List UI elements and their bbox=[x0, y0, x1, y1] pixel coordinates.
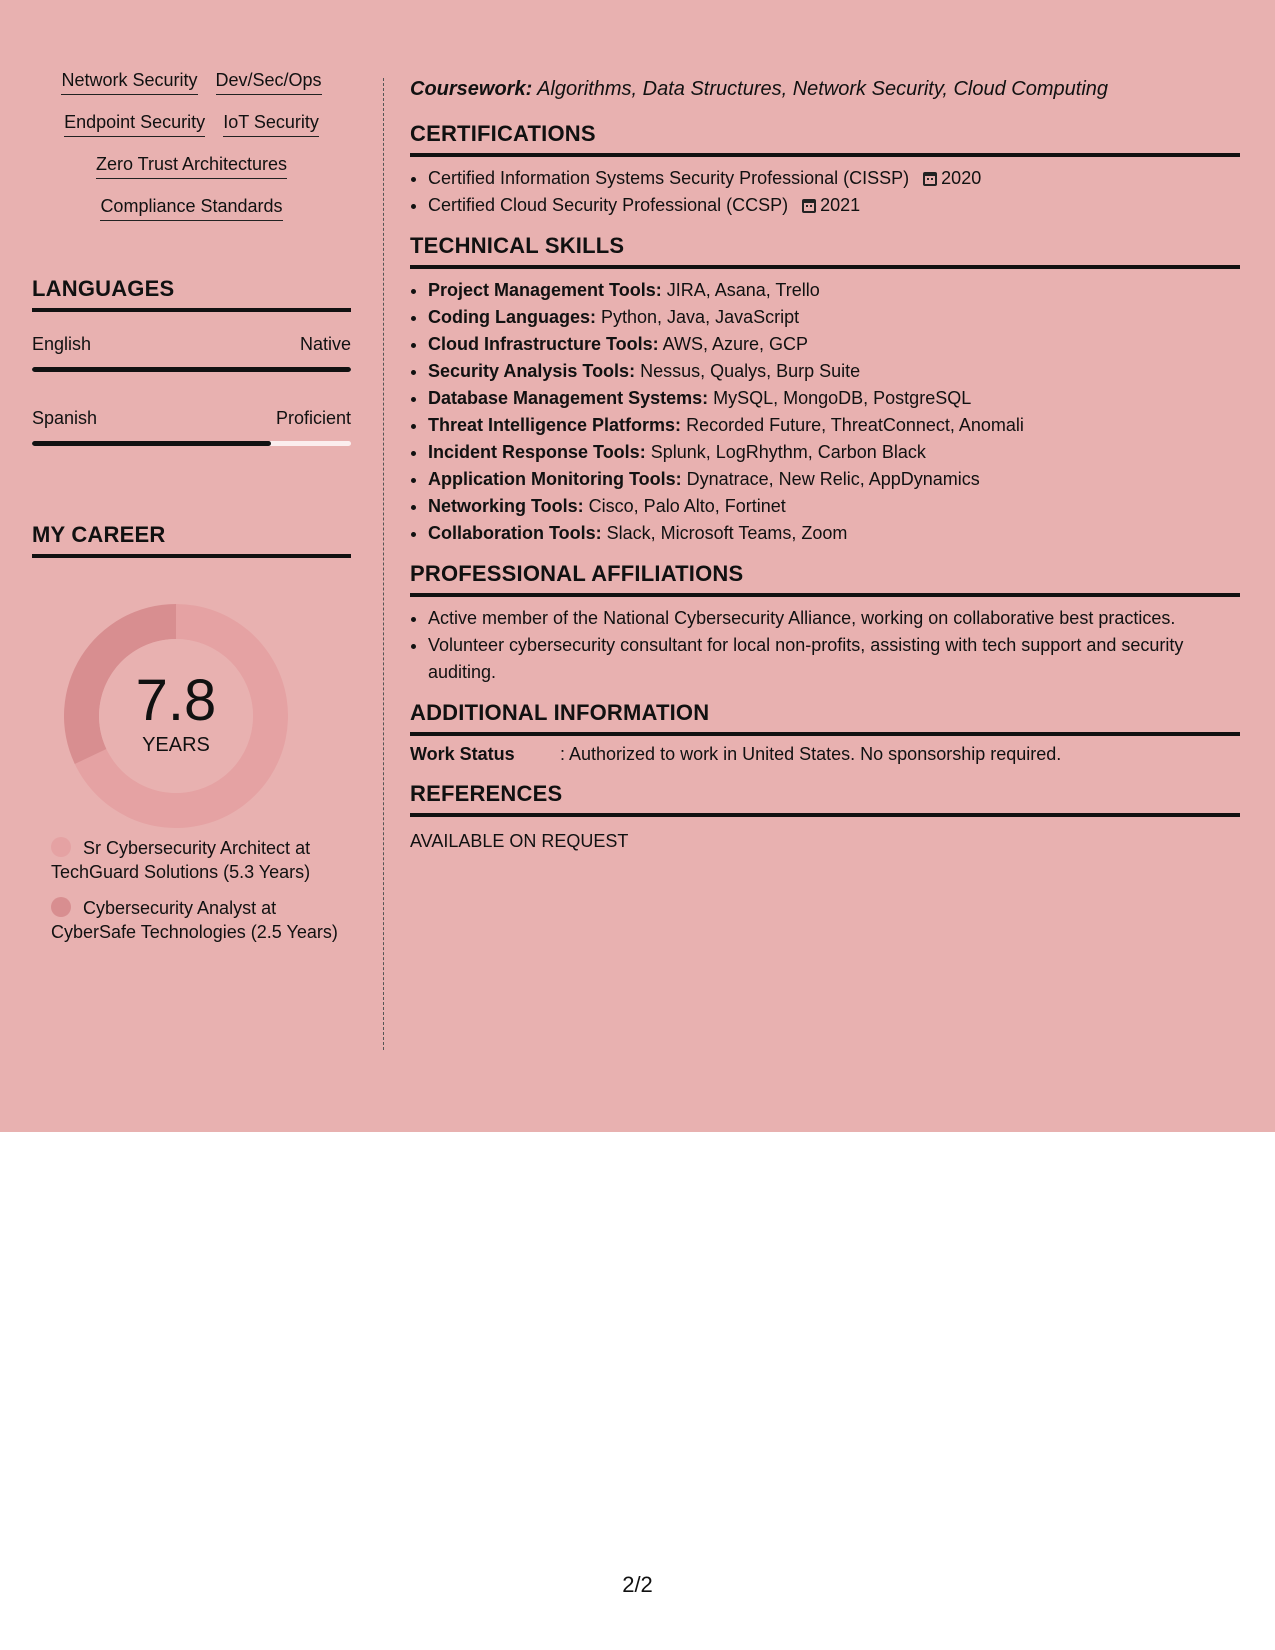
column-divider bbox=[383, 78, 384, 1050]
skill-tag: Network Security bbox=[61, 70, 197, 95]
skill-label: Coding Languages: bbox=[428, 307, 596, 327]
references-heading: REFERENCES bbox=[410, 781, 1240, 817]
skill-label: Project Management Tools: bbox=[428, 280, 662, 300]
skill-label: Collaboration Tools: bbox=[428, 523, 602, 543]
calendar-icon bbox=[923, 172, 937, 186]
additional-info-heading: ADDITIONAL INFORMATION bbox=[410, 700, 1240, 736]
language-name: English bbox=[32, 334, 92, 354]
certification-year: 2020 bbox=[941, 168, 982, 188]
references-section bbox=[410, 781, 1240, 852]
legend-dot-icon bbox=[51, 897, 71, 917]
career-years-unit: YEARS bbox=[142, 734, 210, 756]
skill-label: Threat Intelligence Platforms: bbox=[428, 415, 682, 435]
language-bar bbox=[32, 441, 351, 446]
skill-value: Splunk, LogRhythm, Carbon Black bbox=[645, 442, 926, 462]
skill-value: JIRA, Asana, Trello bbox=[661, 280, 820, 300]
career-heading: MY CAREER bbox=[32, 522, 351, 558]
skill-item bbox=[428, 493, 1240, 520]
skill-value: Slack, Microsoft Teams, Zoom bbox=[601, 523, 848, 543]
language-bar-fill bbox=[32, 367, 351, 372]
career-role bbox=[51, 896, 341, 944]
affiliation-item: • Active member of the National Cybersecurity Alliance, working on collaborative best practices. bbox=[428, 605, 1240, 632]
technical-skills-section bbox=[410, 233, 1240, 547]
skill-label: Cloud Infrastructure Tools: bbox=[428, 334, 659, 354]
skill-item bbox=[428, 358, 1240, 385]
skill-item bbox=[428, 331, 1240, 358]
affiliations-section bbox=[410, 561, 1240, 686]
work-status-row bbox=[410, 744, 1240, 765]
certification-item bbox=[428, 165, 1240, 192]
skill-item bbox=[428, 412, 1240, 439]
legend-dot-icon bbox=[51, 837, 71, 857]
coursework-text: Algorithms, Data Structures, Network Security, Cloud Computing bbox=[532, 78, 1109, 100]
language-level: Native bbox=[299, 334, 351, 354]
left-column bbox=[32, 70, 351, 956]
skill-row bbox=[32, 196, 351, 221]
skill-label: Incident Response Tools: bbox=[428, 442, 646, 462]
skill-row bbox=[32, 154, 351, 179]
skill-label: Database Management Systems: bbox=[428, 388, 709, 408]
affiliations-heading: PROFESSIONAL AFFILIATIONS bbox=[410, 561, 1240, 597]
certifications-heading: CERTIFICATIONS bbox=[410, 121, 1240, 157]
references-text: AVAILABLE ON REQUEST bbox=[410, 831, 629, 851]
coursework-label: Coursework: bbox=[410, 78, 533, 100]
skill-value: MySQL, MongoDB, PostgreSQL bbox=[708, 388, 972, 408]
skill-item bbox=[428, 385, 1240, 412]
skill-value: AWS, Azure, GCP bbox=[658, 334, 809, 354]
language-bar-fill bbox=[32, 441, 271, 446]
certification-name: Certified Cloud Security Professional (CCSP) bbox=[428, 195, 789, 215]
language-level: Proficient bbox=[275, 408, 351, 428]
skill-tag: Endpoint Security bbox=[64, 112, 205, 137]
skill-tag: Dev/Sec/Ops bbox=[216, 70, 322, 95]
career-role bbox=[51, 836, 341, 884]
skill-item bbox=[428, 520, 1240, 547]
skill-item bbox=[428, 466, 1240, 493]
skill-value: Cisco, Palo Alto, Fortinet bbox=[583, 496, 786, 516]
skill-item bbox=[428, 277, 1240, 304]
certifications-section bbox=[410, 121, 1240, 219]
skill-tag: Compliance Standards bbox=[100, 196, 282, 221]
career-donut-chart bbox=[32, 558, 351, 828]
language-item bbox=[32, 334, 351, 372]
skill-row bbox=[32, 70, 351, 95]
skill-item bbox=[428, 304, 1240, 331]
skill-row bbox=[32, 112, 351, 137]
skill-value: Python, Java, JavaScript bbox=[596, 307, 800, 327]
skill-tag: Zero Trust Architectures bbox=[96, 154, 287, 179]
career-role-label: Cybersecurity Analyst at CyberSafe Technologies (2.5 Years) bbox=[51, 898, 338, 942]
technical-skills-heading: TECHNICAL SKILLS bbox=[410, 233, 1240, 269]
additional-info-section bbox=[410, 700, 1240, 765]
skill-value: Dynatrace, New Relic, AppDynamics bbox=[681, 469, 980, 489]
skill-label: Networking Tools: bbox=[428, 496, 584, 516]
work-status-value: : Authorized to work in United States. No sponsorship required. bbox=[560, 744, 1062, 764]
career-total-years: 7.8 bbox=[135, 668, 217, 733]
calendar-icon bbox=[802, 199, 816, 213]
language-item bbox=[32, 408, 351, 446]
skill-value: Recorded Future, ThreatConnect, Anomali bbox=[681, 415, 1024, 435]
work-status-label: Work Status bbox=[410, 744, 515, 764]
skill-label: Security Analysis Tools: bbox=[428, 361, 636, 381]
page-number: 2/2 bbox=[622, 1572, 653, 1597]
language-name: Spanish bbox=[32, 408, 98, 428]
skill-value: Nessus, Qualys, Burp Suite bbox=[635, 361, 861, 381]
certification-item bbox=[428, 192, 1240, 219]
languages-heading: LANGUAGES bbox=[32, 276, 351, 312]
career-role-label: Sr Cybersecurity Architect at TechGuard Solutions (5.3 Years) bbox=[51, 838, 311, 882]
skill-label: Application Monitoring Tools: bbox=[428, 469, 682, 489]
affiliation-item: • Volunteer cybersecurity consultant for local non-profits, assisting with tech support and security auditing. bbox=[428, 632, 1240, 686]
right-column bbox=[410, 78, 1240, 862]
skill-item bbox=[428, 439, 1240, 466]
language-bar bbox=[32, 367, 351, 372]
coursework bbox=[410, 78, 1240, 101]
skill-tag: IoT Security bbox=[223, 112, 319, 137]
certification-year: 2021 bbox=[820, 195, 861, 215]
career-legend bbox=[32, 836, 351, 944]
skill-tags bbox=[32, 70, 351, 221]
certification-name: Certified Information Systems Security Professional (CISSP) bbox=[428, 168, 910, 188]
